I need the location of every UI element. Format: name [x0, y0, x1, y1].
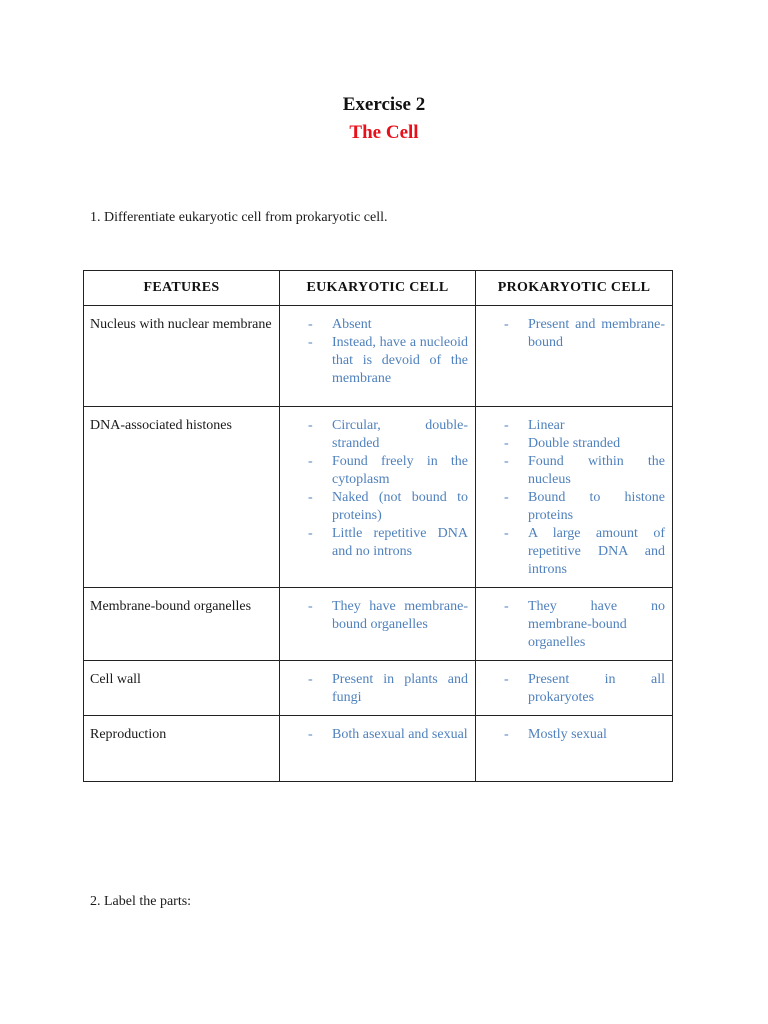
question-2: 2. Label the parts:: [90, 894, 192, 909]
exercise-title: Exercise 2: [342, 94, 426, 115]
eukaryotic-cell: [280, 407, 476, 588]
list-item: - Found freely in the cytoplasm: [284, 453, 468, 489]
feature-cell: Nucleus with nuclear membrane: [84, 306, 280, 407]
feature-cell: Cell wall: [84, 661, 280, 716]
eukaryotic-cell: [280, 661, 476, 716]
comparison-table: [83, 270, 673, 782]
prokaryotic-cell: [476, 716, 673, 782]
prokaryotic-cell: [476, 661, 673, 716]
list-item: - Present and membrane-bound: [480, 316, 665, 352]
table-row: [84, 661, 673, 716]
table-row: [84, 716, 673, 782]
eukaryotic-cell: [280, 306, 476, 407]
table-header-row: [84, 271, 673, 306]
list-item: - Linear: [480, 417, 665, 435]
list-item: - They have no membrane-bound organelles: [480, 598, 665, 652]
header-features: FEATURES: [84, 271, 280, 306]
feature-cell: Membrane-bound organelles: [84, 588, 280, 661]
list-item: - Naked (not bound to proteins): [284, 489, 468, 525]
list-item: - Little repetitive DNA and no introns: [284, 525, 468, 561]
table-row: [84, 588, 673, 661]
eukaryotic-cell: [280, 716, 476, 782]
list-item: - Absent: [284, 316, 468, 334]
list-item: - Double stranded: [480, 435, 665, 453]
list-item: - They have membrane-bound organelles: [284, 598, 468, 634]
header-prokaryotic: PROKARYOTIC CELL: [476, 271, 673, 306]
list-item: - Both asexual and sexual: [284, 726, 468, 744]
list-item: - Present in all prokaryotes: [480, 671, 665, 707]
list-item: - Bound to histone proteins: [480, 489, 665, 525]
list-item: - Mostly sexual: [480, 726, 665, 744]
eukaryotic-cell: [280, 588, 476, 661]
list-item: - Instead, have a nucleoid that is devoid of the membrane: [284, 334, 468, 388]
prokaryotic-cell: [476, 407, 673, 588]
feature-cell: DNA-associated histones: [84, 407, 280, 588]
table-row: [84, 407, 673, 588]
feature-cell: Reproduction: [84, 716, 280, 782]
table-row: [84, 306, 673, 407]
prokaryotic-cell: [476, 588, 673, 661]
list-item: - Present in plants and fungi: [284, 671, 468, 707]
prokaryotic-cell: [476, 306, 673, 407]
list-item: - Found within the nucleus: [480, 453, 665, 489]
exercise-subtitle: The Cell: [349, 122, 419, 143]
list-item: - Circular, double-stranded: [284, 417, 468, 453]
header-eukaryotic: EUKARYOTIC CELL: [280, 271, 476, 306]
question-1: 1. Differentiate eukaryotic cell from prokaryotic cell.: [90, 210, 388, 225]
list-item: - A large amount of repetitive DNA and introns: [480, 525, 665, 579]
